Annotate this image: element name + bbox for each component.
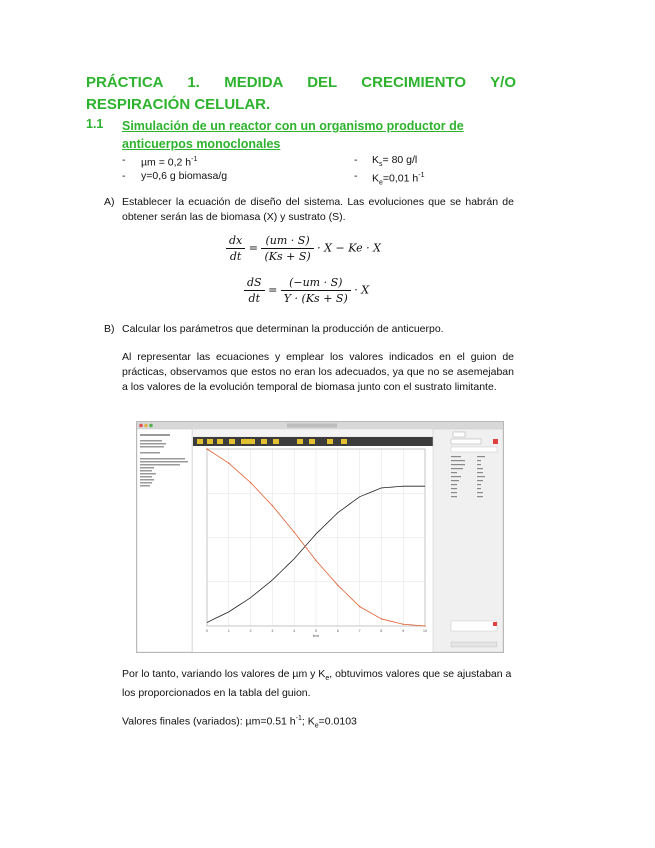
item-a-marker: A): [104, 196, 115, 208]
x-tick-label: 2: [249, 629, 252, 633]
close-icon: [139, 424, 143, 428]
param-ke: $K_e=0,01$ $h^{-1}$: [372, 172, 425, 187]
bullet-dash: -: [354, 170, 358, 182]
simulation-window: [137, 422, 503, 652]
x-tick-label: 10: [423, 629, 427, 633]
x-tick-label: 3: [271, 629, 274, 633]
bullet-dash: -: [354, 154, 358, 166]
item-b-text: Calcular los parámetros que determinan la producción de anticuerpo.: [122, 323, 444, 335]
section-title: Simulación de un reactor con un organismo productor de anticuerpos monoclonales: [122, 119, 464, 151]
parameters-panel: [433, 429, 503, 652]
final-values: Valores finales (variados): µm=0.51 $h^{-1}$; $K_e=0.0103$: [122, 715, 357, 730]
param-ks: $K_s= 80$ g/l: [372, 154, 418, 169]
x-tick-label: 4: [293, 629, 296, 633]
series-point-s: [337, 585, 338, 586]
x-tick-label: 7: [358, 629, 361, 633]
x-tick-label: 5: [315, 629, 317, 633]
x-axis-label: time: [312, 634, 320, 638]
series-point-s: [228, 462, 229, 463]
output-box: [451, 621, 497, 631]
series-point-s: [294, 531, 295, 532]
series-point-s: [315, 560, 316, 561]
param-yield: y=0,6 g biomasa/g: [141, 170, 228, 182]
paragraph-adjustment: Por lo tanto, variando los valores de µm y $K_e$, obtuvimos valores que se ajustaban a los proporcionados en la tabla del guion.: [122, 668, 512, 700]
param-mu-m: µm = 0,2 $h^{-1}$: [141, 156, 198, 169]
page-title: PRÁCTICA 1. MEDIDA DEL CRECIMIENTO Y/O RESPIRACIÓN CELULAR.: [86, 74, 516, 113]
equation-substrate: $\frac{dS}{dt}$ = $\frac{(-um \cdot S)}{Y \cdot (Ks + S)}$ · X: [244, 276, 369, 305]
minimize-icon: [144, 424, 148, 428]
item-b-marker: B): [104, 323, 115, 335]
bullet-dash: -: [122, 154, 126, 166]
search-input[interactable]: [451, 447, 497, 452]
x-tick-label: 6: [336, 629, 339, 633]
bullet-dash: -: [122, 170, 126, 182]
close-output-icon[interactable]: [493, 622, 497, 626]
tab-bar: [193, 430, 433, 436]
model-select[interactable]: [451, 439, 481, 444]
series-point-s: [272, 505, 273, 506]
run-button[interactable]: [453, 432, 465, 437]
series-point-s: [359, 606, 360, 607]
x-tick-label: 0: [206, 629, 208, 633]
section-number: 1.1: [86, 117, 104, 131]
paragraph-results: Al representar las ecuaciones y emplear los valores indicados en el guion de prácticas, observamos que estos no eran los adecuados, ya que no se asemejaban a los valores de la evolución temporal de biomasa junto con el sustrato limitante.: [122, 351, 514, 393]
zoom-icon: [149, 424, 153, 428]
series-point-s: [403, 624, 404, 625]
series-point-s: [206, 448, 207, 449]
x-tick-label: 1: [227, 629, 230, 633]
equation-biomass: $\frac{dx}{dt}$ = $\frac{(um \cdot S)}{(Ks + S)}$ · X − Ke · X: [226, 234, 381, 263]
x-tick-label: 9: [402, 629, 405, 633]
simulation-screenshot: [136, 421, 504, 653]
series-point-s: [424, 625, 425, 626]
window-title: [287, 424, 337, 428]
remove-icon[interactable]: [493, 439, 498, 444]
series-point-s: [250, 482, 251, 483]
item-a-text: Establecer la ecuación de diseño del sistema. Las evoluciones que se habrán de obtener serán las de biomasa (X) y sustrato (S).: [122, 196, 514, 223]
x-tick-label: 8: [380, 629, 383, 633]
bottom-buttons[interactable]: [451, 642, 497, 647]
series-point-s: [381, 618, 382, 619]
